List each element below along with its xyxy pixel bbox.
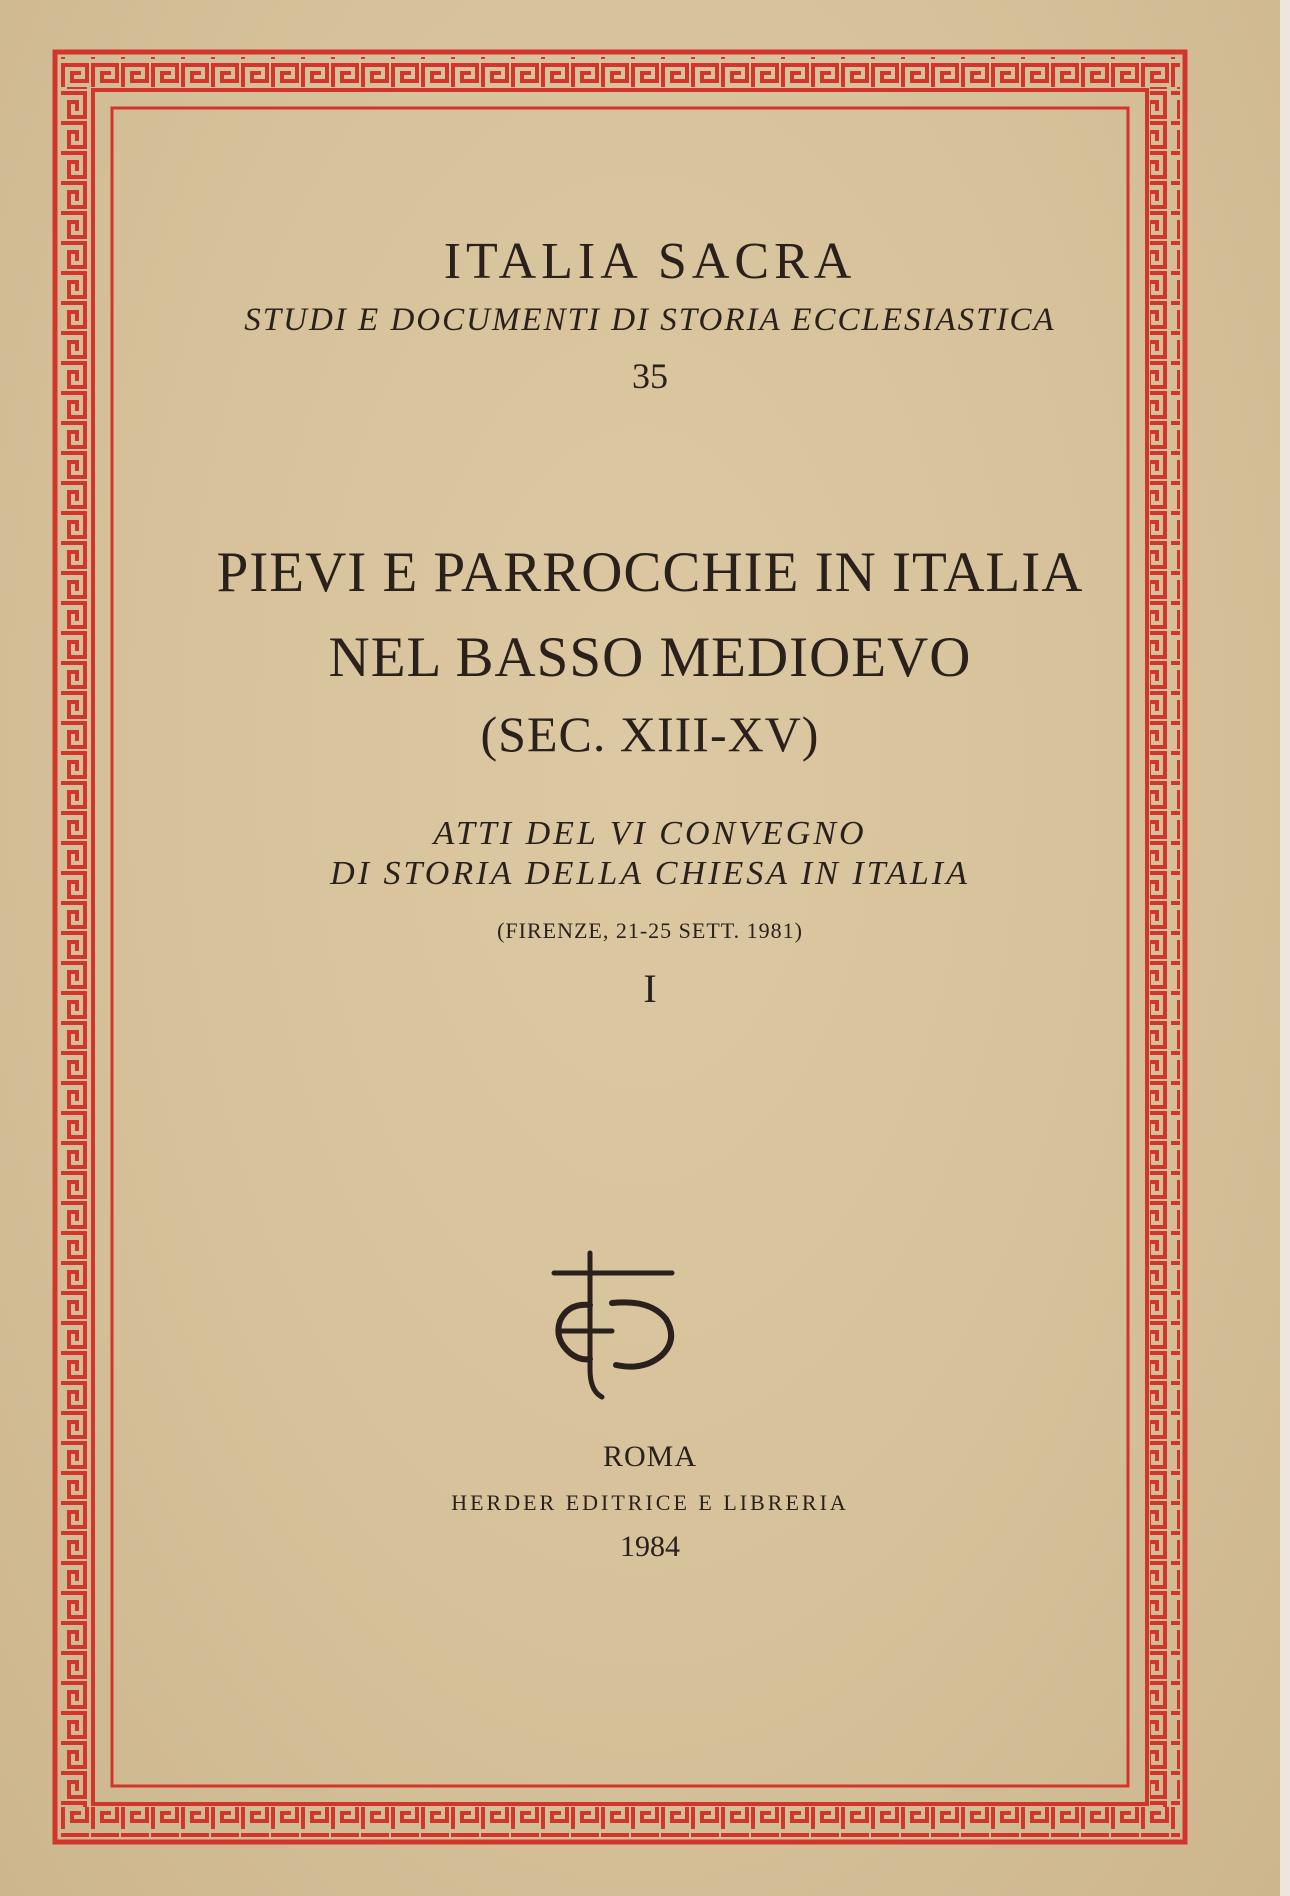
book-title-line-1: PIEVI E PARROCCHIE IN ITALIA [216, 541, 1084, 604]
conference-place-date: (FIRENZE, 21-25 SETT. 1981) [497, 918, 803, 943]
publisher-name: HERDER EDITRICE E LIBRERIA [451, 1490, 849, 1515]
series-title: ITALIA SACRA [443, 233, 857, 290]
volume-number: I [643, 966, 657, 1011]
publisher-city: ROMA [602, 1440, 697, 1473]
series-subtitle: STUDI E DOCUMENTI DI STORIA ECCLESIASTICA [244, 302, 1056, 338]
herder-monogram-icon [540, 1245, 680, 1405]
book-title-line-2: NEL BASSO MEDIOEVO [328, 626, 972, 689]
conference-line-1: ATTI DEL VI CONVEGNO [433, 815, 867, 852]
series-number: 35 [632, 356, 668, 396]
publication-year: 1984 [620, 1530, 680, 1563]
book-title-line-3: (SEC. XIII-XV) [480, 706, 820, 762]
conference-line-2: DI STORIA DELLA CHIESA IN ITALIA [330, 855, 970, 892]
